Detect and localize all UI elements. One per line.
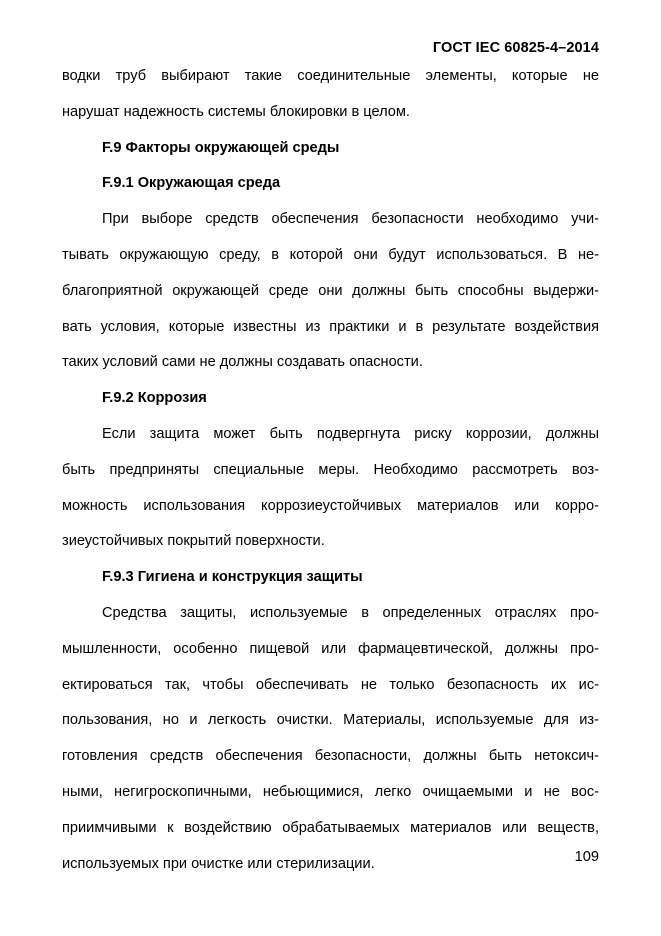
section-heading-f9-2: F.9.2 Коррозия	[102, 390, 207, 407]
section-heading-f9-3: F.9.3 Гигиена и конструкция защиты	[102, 569, 363, 586]
body-line: ектироваться так, чтобы обеспечивать не только безопасность их ис-	[62, 676, 599, 693]
section-heading-f9: F.9 Факторы окружающей среды	[102, 139, 340, 156]
body-line: тывать окружающую среду, в которой они будут использоваться. В не-	[62, 246, 599, 263]
body-line: быть предприняты специальные меры. Необходимо рассмотреть воз-	[62, 461, 599, 478]
body-line: водки труб выбирают такие соединительные элементы, которые не	[62, 68, 599, 84]
page-number: 109	[574, 849, 599, 865]
body-line: Если защита может быть подвергнута риску коррозии, должны	[102, 425, 599, 442]
body-line: пользования, но и легкость очистки. Материалы, используемые для из-	[62, 712, 599, 729]
body-line: ными, негигроскопичными, небьющимися, легко очищаемыми и не вос-	[62, 783, 599, 800]
body-line: Средства защиты, используемые в определенных отраслях про-	[102, 604, 599, 621]
body-line: благоприятной окружающей среде они должны быть способны выдержи-	[62, 282, 599, 299]
body-line: зиеустойчивых покрытий поверхности.	[62, 533, 325, 550]
body-line: используемых при очистке или стерилизации.	[62, 855, 375, 872]
document-code-header: ГОСТ IEC 60825-4–2014	[432, 40, 599, 56]
body-line: При выборе средств обеспечения безопасности необходимо учи-	[102, 211, 599, 228]
section-heading-f9-1: F.9.1 Окружающая среда	[102, 175, 281, 192]
body-line: мышленности, особенно пищевой или фармацевтической, должны про-	[62, 640, 599, 657]
body-line: нарушат надежность системы блокировки в целом.	[62, 103, 410, 120]
document-body	[62, 59, 599, 882]
body-line: приимчивыми к воздействию обрабатываемых материалов или веществ,	[62, 819, 599, 836]
body-line: можность использования коррозиеустойчивых материалов или корро-	[62, 497, 599, 514]
body-line: готовления средств обеспечения безопасности, должны быть нетоксич-	[62, 748, 599, 765]
body-line: вать условия, которые известны из практики и в результате воздействия	[62, 318, 599, 335]
body-line: таких условий сами не должны создавать опасности.	[62, 354, 423, 371]
